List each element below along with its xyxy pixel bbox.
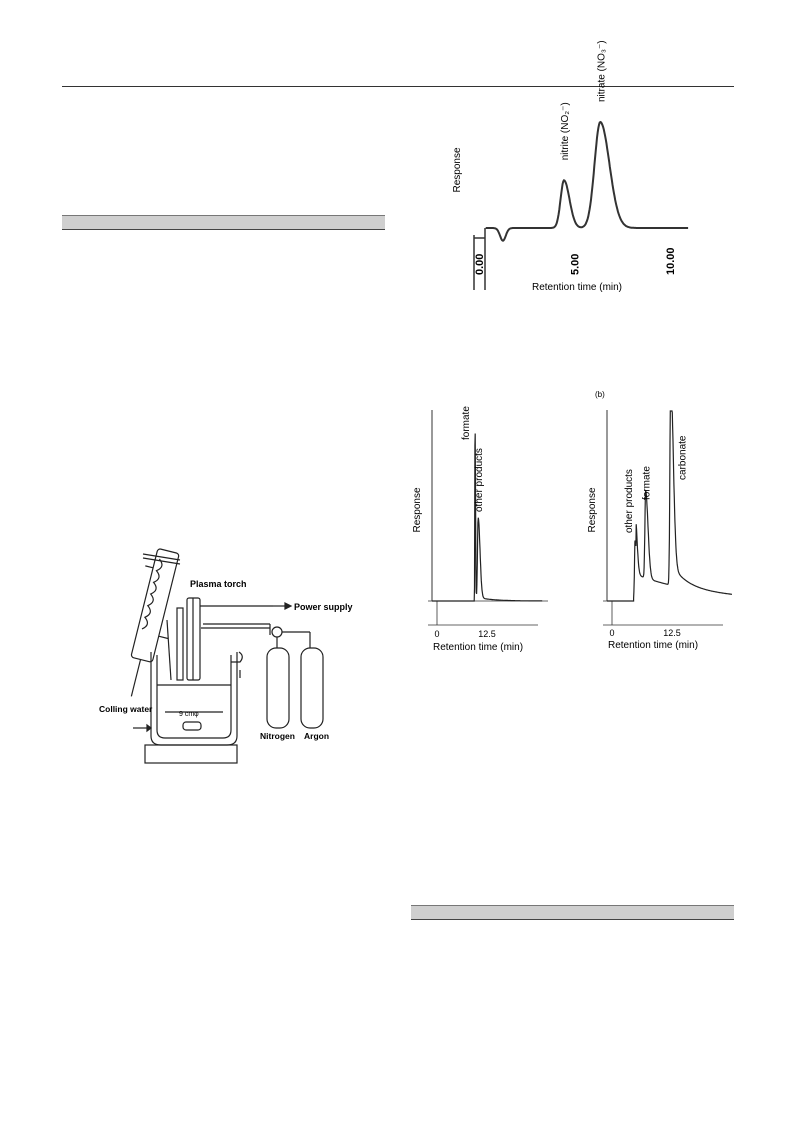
x-tick-label: 12.5 xyxy=(478,629,496,639)
x-tick-label: 5.00 xyxy=(569,253,582,275)
peak-label: formate xyxy=(641,466,653,500)
chromatogram-trace xyxy=(432,434,542,602)
plasma-torch-label: Plasma torch xyxy=(190,579,247,589)
x-tick-label: 12.5 xyxy=(663,628,681,638)
y-axis-label: Response xyxy=(587,487,598,533)
peak-label: nitrite (NO₂⁻) xyxy=(560,102,571,161)
reactor-vessel xyxy=(157,655,231,738)
argon-label: Argon xyxy=(304,731,330,741)
electrode-rod xyxy=(177,608,183,680)
plasma-apparatus-figure xyxy=(95,540,365,765)
chromatogram-trace xyxy=(486,122,688,241)
peak-label: other products xyxy=(624,469,636,533)
peak-label: other products xyxy=(474,448,486,512)
cooling-water-label: Colling water xyxy=(99,704,153,714)
diameter-label: 9 cmφ xyxy=(179,711,199,718)
condenser-tube xyxy=(131,548,179,662)
header-rule xyxy=(62,86,734,87)
x-axis-label: Retention time (min) xyxy=(433,642,524,653)
power-supply-label: Power supply xyxy=(294,602,353,612)
x-tick-label: 0 xyxy=(434,629,440,639)
nitrogen-label: Nitrogen xyxy=(260,731,295,741)
nitrite-nitrate-chromatogram xyxy=(440,40,710,300)
y-axis-label: Response xyxy=(452,147,463,193)
x-tick-label: 10.00 xyxy=(664,247,677,275)
y-axis-label: Response xyxy=(412,487,423,533)
peak-label: carbonate xyxy=(677,435,689,480)
stir-bar xyxy=(183,722,201,730)
nitrogen-cylinder xyxy=(267,648,289,728)
x-axis-label: Retention time (min) xyxy=(608,640,699,651)
argon-cylinder xyxy=(301,648,323,728)
section-heading-bar-left xyxy=(62,215,385,230)
formate-chromatogram-a xyxy=(408,385,558,655)
x-tick-label: 0.00 xyxy=(474,253,486,275)
peak-label: formate xyxy=(461,406,472,440)
carbonate-chromatogram-b xyxy=(583,385,733,655)
base-stand xyxy=(145,745,237,763)
panel-label: (b) xyxy=(595,390,605,399)
section-heading-bar-right xyxy=(411,905,734,920)
x-axis-label: Retention time (min) xyxy=(531,282,623,293)
x-tick-label: 0 xyxy=(609,628,615,638)
peak-label: nitrate (NO₃⁻) xyxy=(596,40,608,102)
